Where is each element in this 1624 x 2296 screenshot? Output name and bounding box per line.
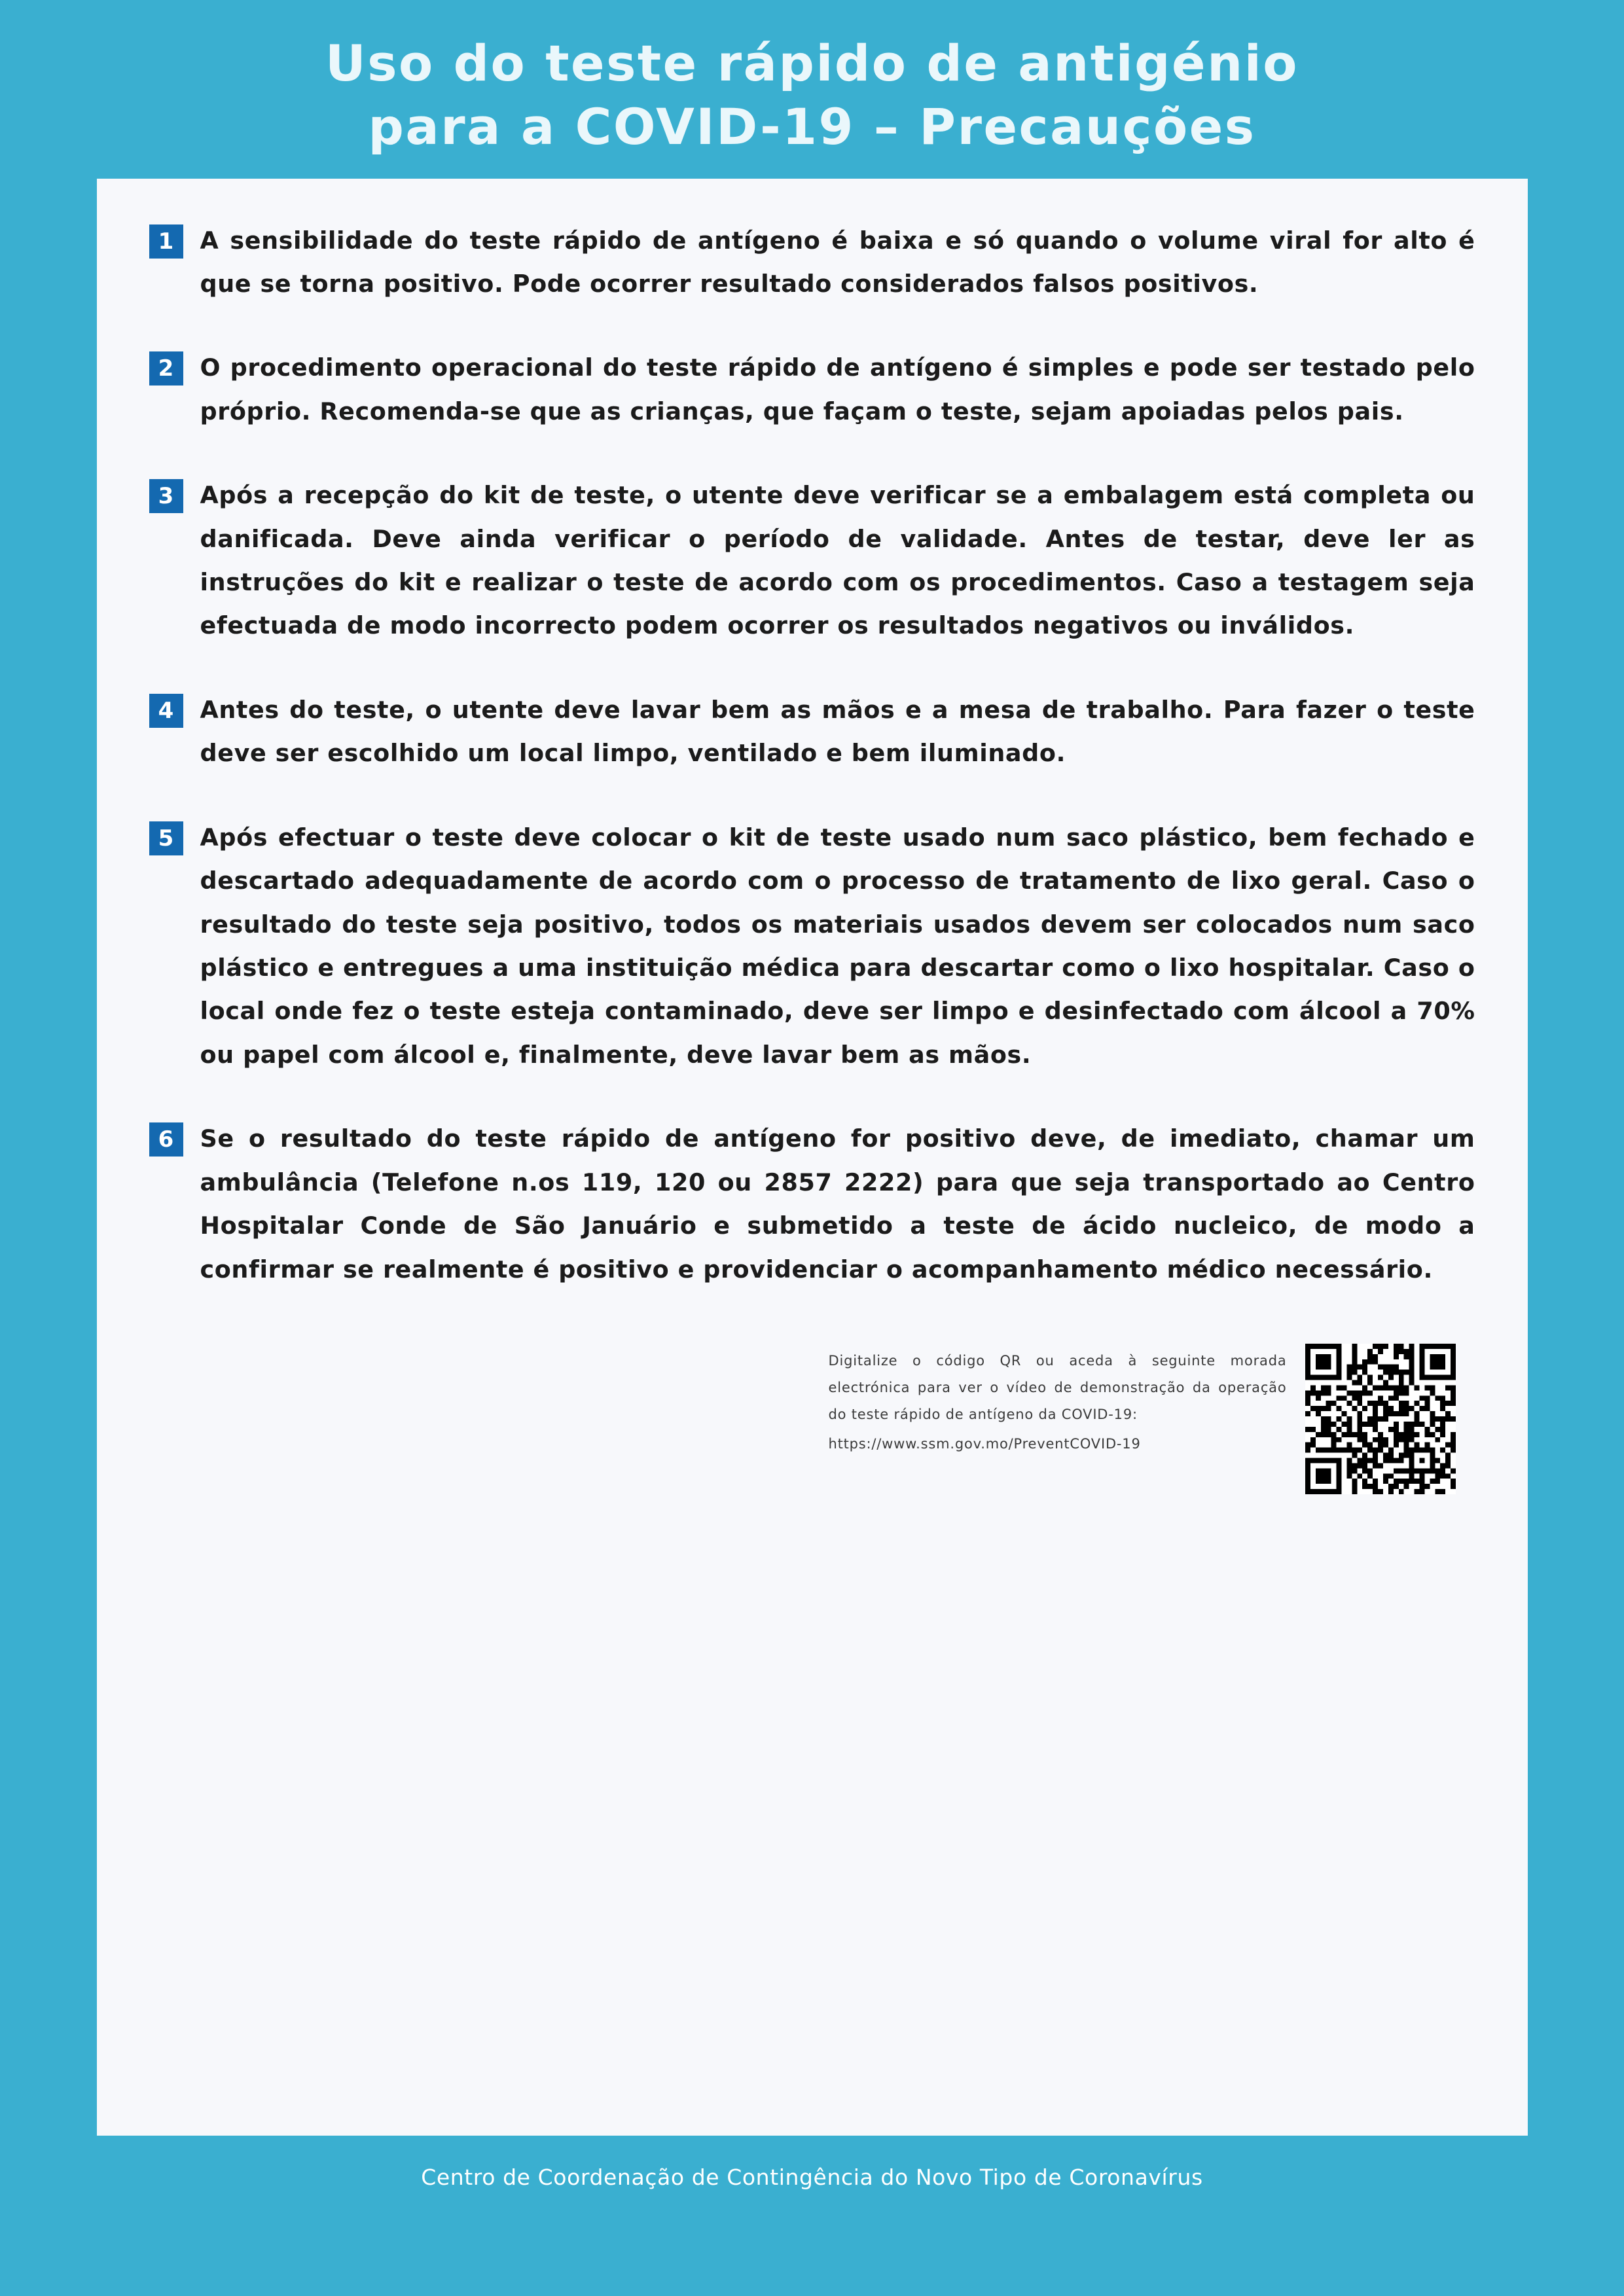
item-number-badge: 6: [149, 1122, 183, 1157]
title-line-1: Uso do teste rápido de antigénio: [325, 34, 1299, 92]
qr-instructions-block: [829, 1348, 1287, 1458]
item-text: A sensibilidade do teste rápido de antígeno é baixa e só quando o volume viral for alto é que se torna positivo. Pode ocorrer resultado considerados falsos positivos.: [200, 226, 1475, 298]
list-item: [149, 1117, 1475, 1291]
list-item: [149, 689, 1475, 776]
qr-url: https://www.ssm.gov.mo/PreventCOVID-19: [828, 1435, 1141, 1452]
item-number-badge: 3: [149, 479, 183, 513]
item-text: Após a recepção do kit de teste, o utente deve verificar se a embalagem está completa ou danificada. Deve ainda verificar o período de validade. Antes de testar, deve ler as instruções do kit e realizar o teste de acordo com os procedimentos. Caso a testagem seja efectuada de modo incorrecto podem ocorrer os resultados negativos ou inválidos.: [200, 481, 1475, 640]
list-item: [149, 346, 1475, 433]
list-item: [149, 816, 1475, 1077]
qr-instructions: Digitalize o código QR ou aceda à seguinte morada electrónica para ver o vídeo de demonstração da operação do teste rápido de antígeno da COVID-19:: [828, 1352, 1287, 1422]
item-number-badge: 1: [149, 224, 183, 259]
page-title: [0, 0, 1624, 179]
qr-section: [149, 1344, 1475, 1494]
item-text: Antes do teste, o utente deve lavar bem as mãos e a mesa de trabalho. Para fazer o teste deve ser escolhido um local limpo, ventilado e bem iluminado.: [200, 695, 1475, 768]
precaution-list: [149, 219, 1475, 1291]
footer-organisation: Centro de Coordenação de Contingência do Novo Tipo de Coronavírus: [421, 2164, 1203, 2190]
item-number-badge: 4: [149, 694, 183, 728]
item-text: O procedimento operacional do teste rápido de antígeno é simples e pode ser testado pelo próprio. Recomenda-se que as crianças, que façam o teste, sejam apoiadas pelos pais.: [200, 353, 1475, 425]
item-text: Após efectuar o teste deve colocar o kit de teste usado num saco plástico, bem fechado e descartado adequadamente de acordo com o processo de tratamento de lixo geral. Caso o resultado do teste seja positivo, todos os materiais usados devem ser colocados num saco plástico e entregues a uma instituição médica para descartar como o lixo hospitalar. Caso o local onde fez o teste esteja contaminado, deve ser limpo e desinfectado com álcool a 70% ou papel com álcool e, finalmente, deve lavar bem as mãos.: [200, 823, 1475, 1069]
item-text: Se o resultado do teste rápido de antígeno for positivo deve, de imediato, chamar um ambulância (Telefone n.os 119, 120 ou 2857 2222) para que seja transportado ao Centro Hospitalar Conde de São Januário e submetido a teste de ácido nucleico, de modo a confirmar se realmente é positivo e providenciar o acompanhamento médico necessário.: [200, 1124, 1475, 1283]
title-line-2: para a COVID-19 – Precauções: [368, 98, 1256, 156]
list-item: [149, 474, 1475, 648]
list-item: [149, 219, 1475, 306]
item-number-badge: 2: [149, 351, 183, 386]
qr-code-image[interactable]: [1305, 1344, 1456, 1494]
qr-code-canvas: [1305, 1344, 1456, 1494]
item-number-badge: 5: [149, 821, 183, 855]
content-card: [97, 179, 1528, 2136]
